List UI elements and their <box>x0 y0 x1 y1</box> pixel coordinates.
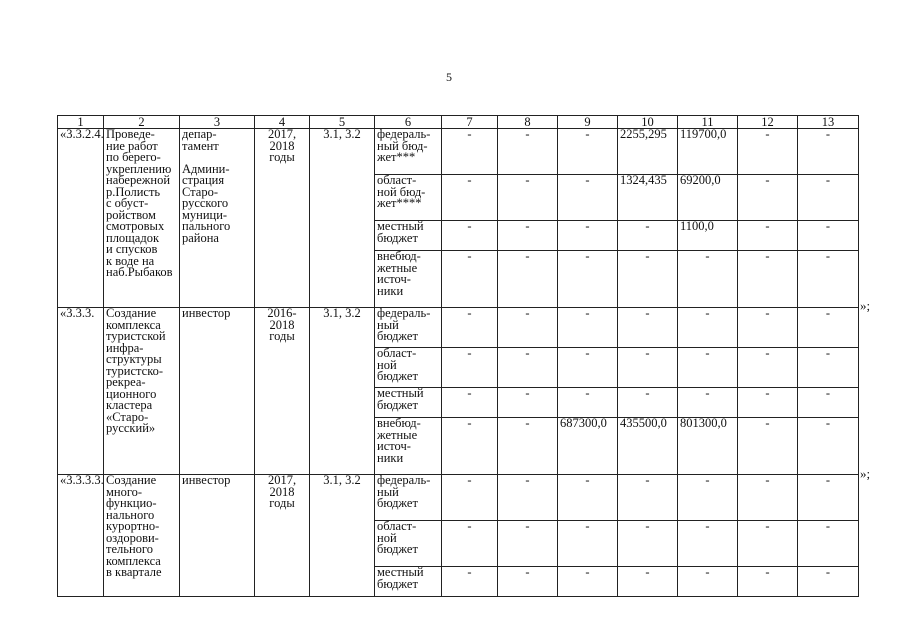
value-cell: - <box>678 388 738 418</box>
value-cell: - <box>678 475 738 521</box>
value-cell: - <box>442 475 498 521</box>
activity-code: «3.3.3. <box>58 308 104 475</box>
value-cell: - <box>738 308 798 348</box>
value-cell: - <box>618 251 678 308</box>
value-cell: - <box>798 418 859 475</box>
years: 2017, 2018 годы <box>255 129 310 308</box>
page-number: 5 <box>446 70 452 84</box>
value-cell: - <box>498 251 558 308</box>
funding-source: местный бюджет <box>375 221 442 251</box>
table-row <box>58 475 859 521</box>
value-cell: - <box>798 348 859 388</box>
value-cell: - <box>558 348 618 388</box>
value-cell: - <box>442 308 498 348</box>
value-cell: - <box>558 308 618 348</box>
value-cell: - <box>442 221 498 251</box>
value-cell: - <box>798 129 859 175</box>
funding-source: внебюд- жетные источ- ники <box>375 251 442 308</box>
value-cell: - <box>618 388 678 418</box>
column-number-4: 4 <box>255 116 310 129</box>
column-number-1: 1 <box>58 116 104 129</box>
value-cell: - <box>738 129 798 175</box>
value-cell: - <box>678 348 738 388</box>
closing-mark: »; <box>860 298 871 313</box>
value-cell: - <box>678 567 738 597</box>
closing-mark: »; <box>860 466 871 481</box>
executor: инвестор <box>180 308 255 475</box>
program-table <box>57 115 859 597</box>
value-cell: - <box>498 175 558 221</box>
executor: инвестор <box>180 475 255 597</box>
value-cell: - <box>798 521 859 567</box>
value-cell: - <box>618 567 678 597</box>
value-cell: 435500,0 <box>618 418 678 475</box>
value-cell: - <box>738 348 798 388</box>
value-cell: - <box>558 388 618 418</box>
value-cell: - <box>442 175 498 221</box>
value-cell: - <box>558 221 618 251</box>
value-cell: 687300,0 <box>558 418 618 475</box>
value-cell: - <box>738 521 798 567</box>
value-cell: - <box>738 475 798 521</box>
value-cell: - <box>498 475 558 521</box>
value-cell: - <box>442 348 498 388</box>
value-cell: - <box>798 308 859 348</box>
years: 2016- 2018 годы <box>255 308 310 475</box>
column-numbers-row <box>58 116 859 129</box>
column-number-9: 9 <box>558 116 618 129</box>
activity-code: «3.3.2.4. <box>58 129 104 308</box>
value-cell: - <box>618 221 678 251</box>
funding-source: област- ной бюджет <box>375 521 442 567</box>
value-cell: - <box>498 567 558 597</box>
value-cell: - <box>678 251 738 308</box>
task-numbers: 3.1, 3.2 <box>310 129 375 308</box>
value-cell: - <box>558 251 618 308</box>
funding-source: внебюд- жетные источ- ники <box>375 418 442 475</box>
value-cell: - <box>442 567 498 597</box>
value-cell: - <box>498 521 558 567</box>
column-number-13: 13 <box>798 116 859 129</box>
column-number-3: 3 <box>180 116 255 129</box>
funding-source: местный бюджет <box>375 567 442 597</box>
value-cell: - <box>678 521 738 567</box>
value-cell: - <box>618 308 678 348</box>
value-cell: 1100,0 <box>678 221 738 251</box>
activity-name: Создание комплекса туристской инфра- структуры туристско- рекреа- ционного кластера «Старо- русский» <box>104 308 180 475</box>
column-number-6: 6 <box>375 116 442 129</box>
value-cell: - <box>442 129 498 175</box>
table-body <box>58 116 859 597</box>
value-cell: - <box>798 221 859 251</box>
value-cell: 2255,295 <box>618 129 678 175</box>
funding-source: федераль- ный бюд- жет*** <box>375 129 442 175</box>
value-cell: - <box>558 567 618 597</box>
task-numbers: 3.1, 3.2 <box>310 475 375 597</box>
table-row <box>58 308 859 348</box>
column-number-11: 11 <box>678 116 738 129</box>
value-cell: - <box>618 521 678 567</box>
value-cell: - <box>798 175 859 221</box>
value-cell: - <box>558 475 618 521</box>
column-number-8: 8 <box>498 116 558 129</box>
task-numbers: 3.1, 3.2 <box>310 308 375 475</box>
executor: депар- тамент Админи- страция Старо- русского муници- пального района <box>180 129 255 308</box>
value-cell: - <box>738 388 798 418</box>
value-cell: - <box>798 388 859 418</box>
value-cell: 801300,0 <box>678 418 738 475</box>
value-cell: - <box>558 521 618 567</box>
value-cell: - <box>442 418 498 475</box>
value-cell: - <box>498 221 558 251</box>
value-cell: - <box>798 475 859 521</box>
value-cell: - <box>442 521 498 567</box>
value-cell: - <box>558 175 618 221</box>
value-cell: - <box>678 308 738 348</box>
funding-source: местный бюджет <box>375 388 442 418</box>
value-cell: - <box>798 251 859 308</box>
value-cell: - <box>442 388 498 418</box>
column-number-7: 7 <box>442 116 498 129</box>
years: 2017, 2018 годы <box>255 475 310 597</box>
value-cell: 1324,435 <box>618 175 678 221</box>
column-number-12: 12 <box>738 116 798 129</box>
value-cell: - <box>738 567 798 597</box>
funding-source: област- ной бюджет <box>375 348 442 388</box>
value-cell: 69200,0 <box>678 175 738 221</box>
value-cell: - <box>798 567 859 597</box>
activity-name: Проведе- ние работ по берего- укреплению набережной р.Полисть с обуст- ройством смотровых площадок и спусков к воде на наб.Рыбаков <box>104 129 180 308</box>
value-cell: - <box>498 388 558 418</box>
value-cell: - <box>498 418 558 475</box>
value-cell: - <box>738 418 798 475</box>
value-cell: 119700,0 <box>678 129 738 175</box>
funding-source: федераль- ный бюджет <box>375 308 442 348</box>
value-cell: - <box>738 221 798 251</box>
table-row <box>58 129 859 175</box>
column-number-5: 5 <box>310 116 375 129</box>
value-cell: - <box>738 175 798 221</box>
value-cell: - <box>498 129 558 175</box>
value-cell: - <box>498 308 558 348</box>
value-cell: - <box>618 348 678 388</box>
activity-name: Создание много- функцио- нального курортно- оздорови- тельного комплекса в квартале <box>104 475 180 597</box>
funding-source: област- ной бюд- жет**** <box>375 175 442 221</box>
value-cell: - <box>738 251 798 308</box>
column-number-10: 10 <box>618 116 678 129</box>
funding-source: федераль- ный бюджет <box>375 475 442 521</box>
value-cell: - <box>618 475 678 521</box>
value-cell: - <box>558 129 618 175</box>
value-cell: - <box>498 348 558 388</box>
value-cell: - <box>442 251 498 308</box>
activity-code: «3.3.3.3. <box>58 475 104 597</box>
column-number-2: 2 <box>104 116 180 129</box>
